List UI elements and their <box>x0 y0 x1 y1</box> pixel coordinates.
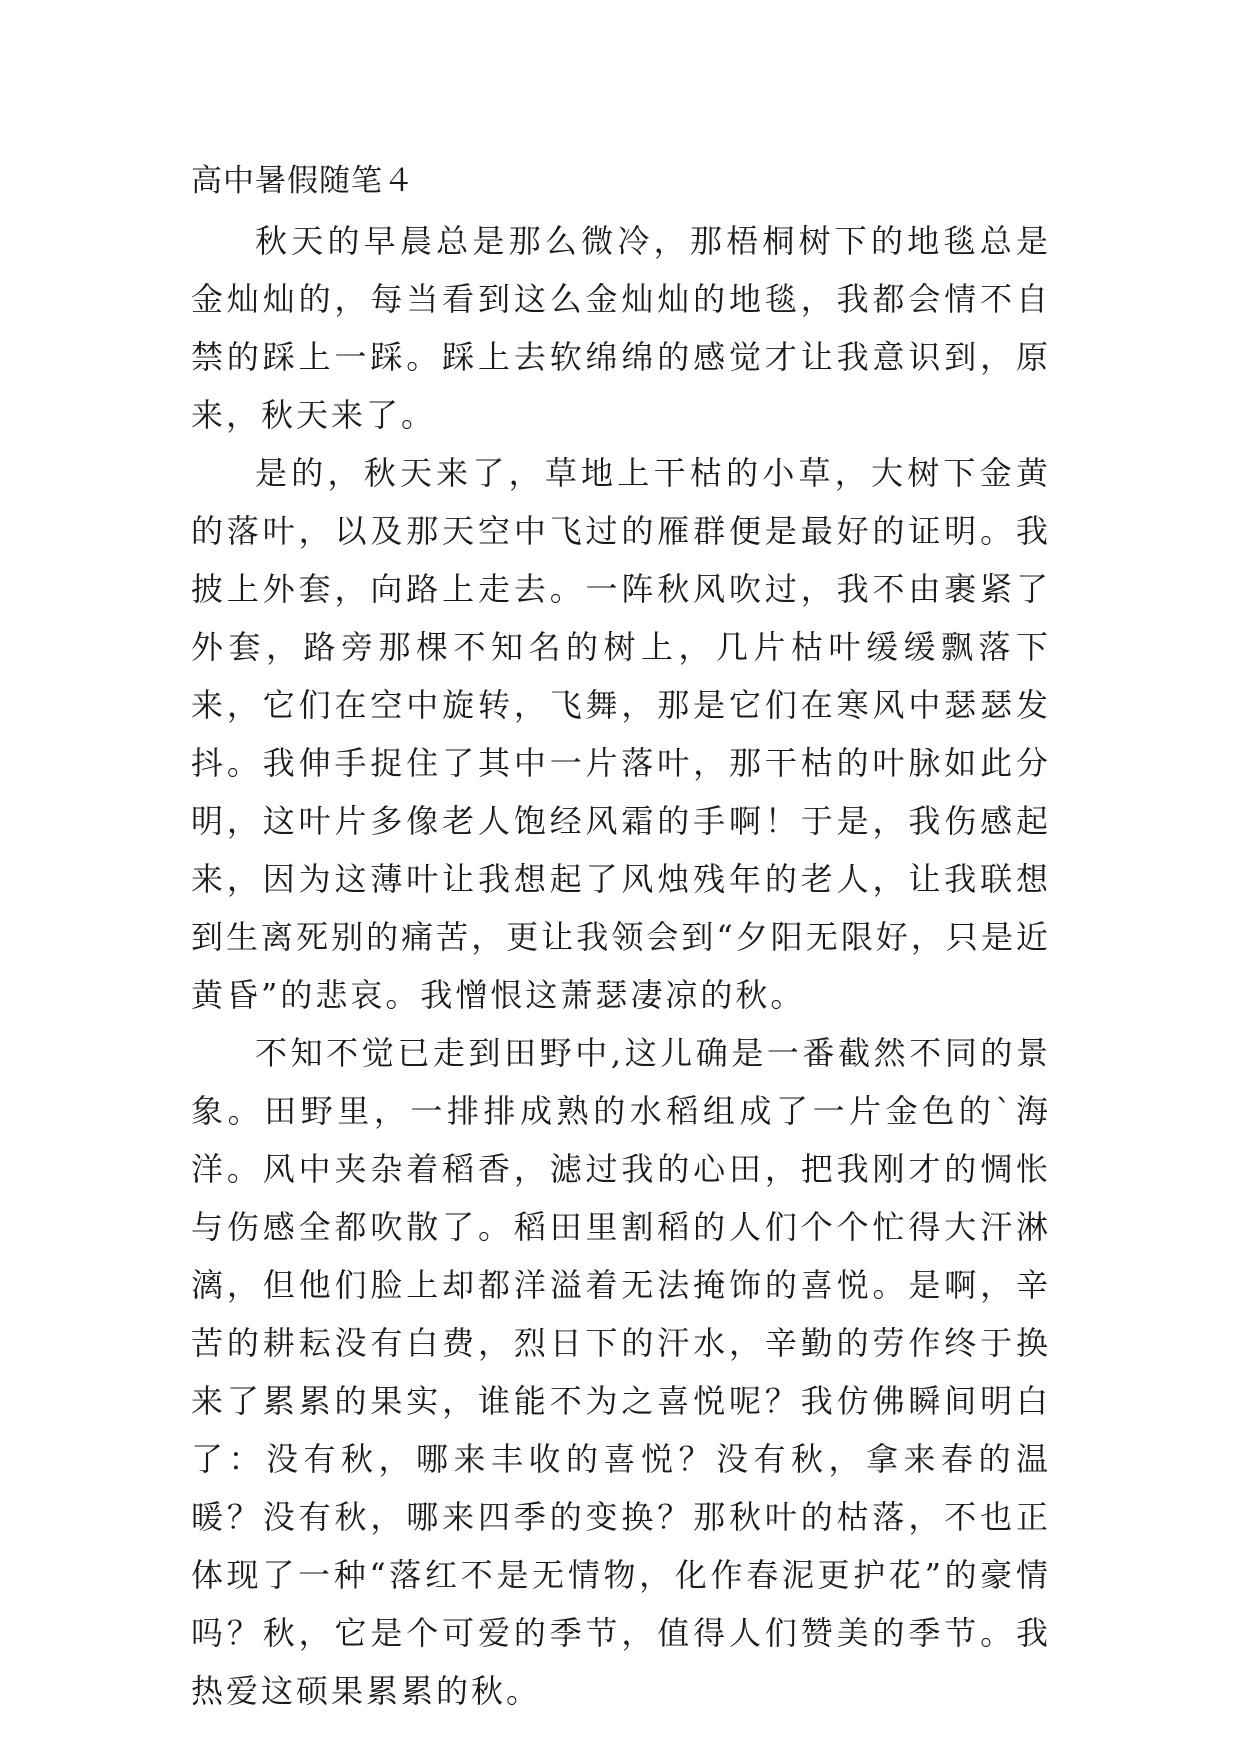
paragraph-3: 不知不觉已走到田野中,这儿确是一番截然不同的景象。田野里，一排排成熟的水稻组成了一片金色的`海洋。风中夹杂着稻香，滤过我的心田，把我刚才的惆怅与伤感全都吹散了。稻田里割稻的人们个个忙得大汗淋漓，但他们脸上却都洋溢着无法掩饰的喜悦。是啊，辛苦的耕耘没有白费，烈日下的汗水，辛勤的劳作终于换来了累累的果实，谁能不为之喜悦呢？我仿佛瞬间明白了：没有秋，哪来丰收的喜悦？没有秋，拿来春的温暖？没有秋，哪来四季的变换？那秋叶的枯落，不也正体现了一种“落红不是无情物，化作春泥更护花”的豪情吗？秋，它是个可爱的季节，值得人们赞美的季节。我热爱这硕果累累的秋。 <box>191 1034 1051 1710</box>
document-title: 高中暑假随笔４ <box>191 163 415 199</box>
paragraph-2: 是的，秋天来了，草地上干枯的小草，大树下金黄的落叶，以及那天空中飞过的雁群便是最好的证明。我披上外套，向路上走去。一阵秋风吹过，我不由裹紧了外套，路旁那棵不知名的树上，几片枯叶缓缓飘落下来，它们在空中旋转，飞舞，那是它们在寒风中瑟瑟发抖。我伸手捉住了其中一片落叶，那干枯的叶脉如此分明，这叶片多像老人饱经风霜的手啊！于是，我伤感起来，因为这薄叶让我想起了风烛残年的老人，让我联想到生离死别的痛苦，更让我领会到“夕阳无限好，只是近黄昏”的悲哀。我憎恨这萧瑟凄凉的秋。 <box>191 454 1051 1014</box>
document-body <box>191 150 1051 1720</box>
paragraph-1: 秋天的早晨总是那么微冷，那梧桐树下的地毯总是金灿灿的，每当看到这么金灿灿的地毯，我都会情不自禁的踩上一踩。踩上去软绵绵的感觉才让我意识到，原来，秋天来了。 <box>191 222 1051 434</box>
